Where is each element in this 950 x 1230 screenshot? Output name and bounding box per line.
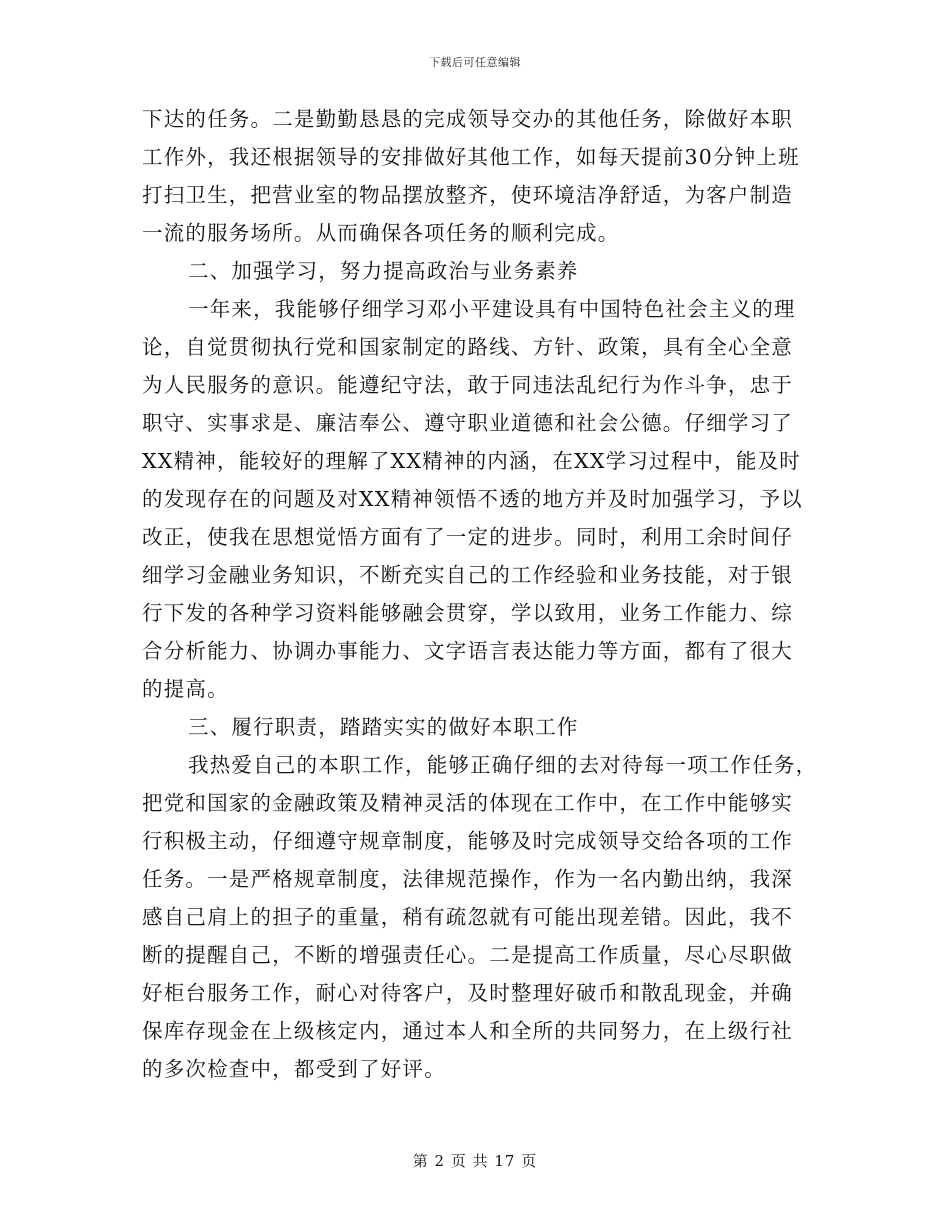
text-line: XX精神，能较好的理解了XX精神的内涵，在XX学习过程中，能及时 bbox=[142, 449, 801, 473]
text-line: 任务。一是严格规章制度，法律规范操作，作为一名内勤出纳，我深 bbox=[142, 867, 793, 891]
text-line: 改正，使我在思想觉悟方面有了一定的进步。同时，利用工余时间仔 bbox=[142, 525, 793, 549]
text-line: 断的提醒自己，不断的增强责任心。二是提高工作质量，尽心尽职做 bbox=[142, 943, 793, 967]
page-header: 下载后可任意编辑 bbox=[429, 56, 521, 69]
text-line: 行积极主动，仔细遵守规章制度，能够及时完成领导交给各项的工作 bbox=[142, 829, 793, 853]
text-line: 打扫卫生，把营业室的物品摆放整齐，使环境洁净舒适，为客户制造 bbox=[142, 183, 793, 207]
document-body bbox=[142, 100, 818, 1088]
text-line: 职守、实事求是、廉洁奉公、遵守职业道德和社会公德。仔细学习了 bbox=[142, 411, 793, 435]
text-line: 的多次检查中，都受到了好评。 bbox=[142, 1057, 446, 1081]
text-line: 把党和国家的金融政策及精神灵活的体现在工作中，在工作中能够实 bbox=[142, 791, 793, 815]
text-line: 为人民服务的意识。能遵纪守法，敢于同违法乱纪行为作斗争，忠于 bbox=[142, 373, 793, 397]
text-line: 细学习金融业务知识，不断充实自己的工作经验和业务技能，对于银 bbox=[142, 563, 793, 587]
text-line: 的提高。 bbox=[142, 677, 229, 701]
text-line: 好柜台服务工作，耐心对待客户，及时整理好破币和散乱现金，并确 bbox=[142, 981, 793, 1005]
text-line: 行下发的各种学习资料能够融会贯穿，学以致用，业务工作能力、综 bbox=[142, 601, 793, 625]
text-line: 工作外，我还根据领导的安排做好其他工作，如每天提前30分钟上班 bbox=[142, 145, 800, 169]
text-line: 下达的任务。二是勤勤恳恳的完成领导交办的其他任务，除做好本职 bbox=[142, 107, 793, 131]
paragraph-start-line: 二、加强学习，努力提高政治与业务素养 bbox=[188, 259, 579, 283]
page-footer: 第 2 页 共 17 页 bbox=[412, 1152, 538, 1170]
paragraph-start-line: 三、履行职责，踏踏实实的做好本职工作 bbox=[188, 715, 579, 739]
text-line: 的发现存在的问题及对XX精神领悟不透的地方并及时加强学习，予以 bbox=[142, 487, 803, 511]
paragraph-start-line: 我热爱自己的本职工作，能够正确仔细的去对待每一项工作任务， bbox=[188, 753, 818, 777]
text-line: 保库存现金在上级核定内，通过本人和全所的共同努力，在上级行社 bbox=[142, 1019, 793, 1043]
text-line: 合分析能力、协调办事能力、文字语言表达能力等方面，都有了很大 bbox=[142, 639, 793, 663]
text-line: 一流的服务场所。从而确保各项任务的顺利完成。 bbox=[142, 221, 620, 245]
text-line: 论，自觉贯彻执行党和国家制定的路线、方针、政策，具有全心全意 bbox=[142, 335, 793, 359]
text-line: 感自己肩上的担子的重量，稍有疏忽就有可能出现差错。因此，我不 bbox=[142, 905, 793, 929]
paragraph-start-line: 一年来，我能够仔细学习邓小平建设具有中国特色社会主义的理 bbox=[188, 297, 796, 321]
